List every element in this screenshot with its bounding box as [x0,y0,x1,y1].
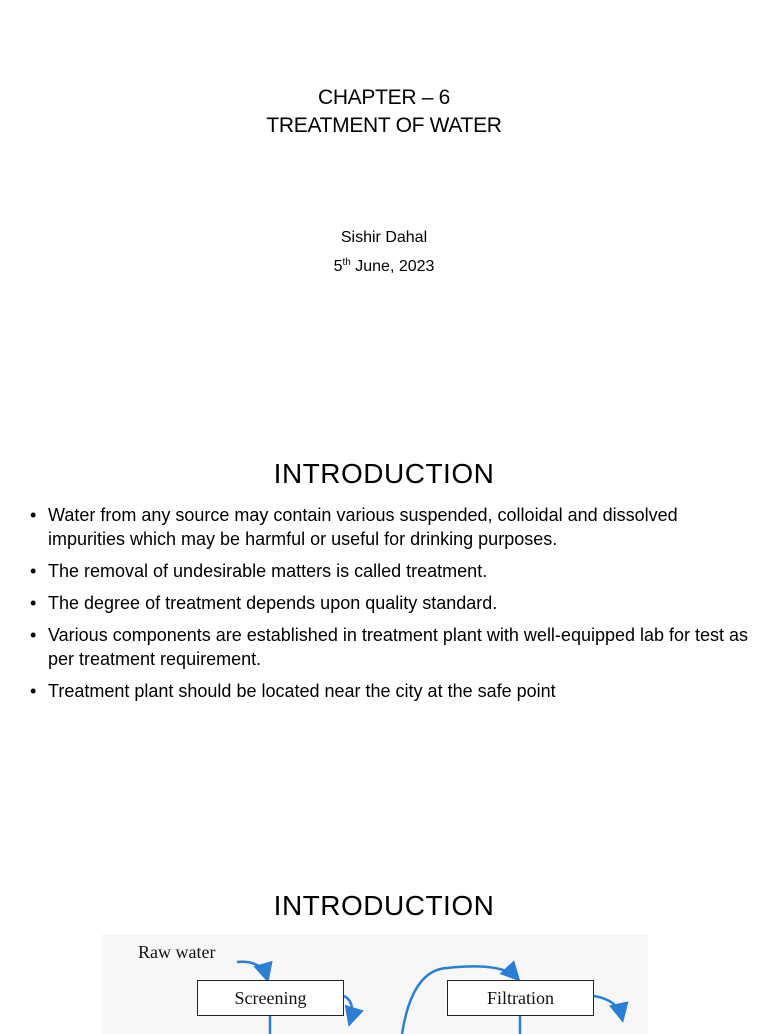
screening-box: Screening [197,980,344,1016]
introduction-diagram-slide [0,860,768,1024]
bullet-text: The degree of treatment depends upon quality standard. [48,593,498,613]
chapter-title: CHAPTER – 6 [317,86,451,109]
filtration-out-arrow [594,996,622,1018]
date-suffix: th [342,257,351,268]
treatment-flow-diagram [102,934,648,1034]
screening-out-arrow [344,996,352,1022]
date-rest: June, 2023 [350,258,435,275]
bullet-icon: • [30,681,37,701]
introduction-slide [0,430,768,860]
chapter-subtitle: TREATMENT OF WATER [266,114,502,137]
title-slide [0,0,768,430]
bullet-icon: • [30,505,37,525]
bullet-item [30,559,750,583]
filtration-box: Filtration [447,980,594,1016]
bullet-text: The removal of undesirable matters is called treatment. [48,561,488,581]
bullet-item [30,623,750,671]
slide-heading: INTRODUCTION [273,890,495,921]
raw-water-label: Raw water [138,942,216,962]
bullet-item [30,591,750,615]
raw-water-arrow [237,962,267,978]
bullet-list [30,503,750,711]
bullet-text: Various components are established in treatment plant with well-equipped lab for test as per treatment requirement. [48,625,749,669]
bullet-item [30,503,750,551]
presentation-date [0,258,768,276]
bullet-icon: • [30,625,37,645]
slide-heading: INTRODUCTION [273,458,495,489]
bullet-text: Water from any source may contain various suspended, colloidal and dissolved impurities which may be harmful or useful for drinking purposes. [48,505,678,549]
date-day: 5 [333,258,343,275]
bullet-item [30,679,750,703]
bullet-icon: • [30,593,37,613]
bullet-icon: • [30,561,37,581]
bullet-text: Treatment plant should be located near the city at the safe point [48,681,556,701]
author-name: Sishir Dahal [340,229,428,246]
